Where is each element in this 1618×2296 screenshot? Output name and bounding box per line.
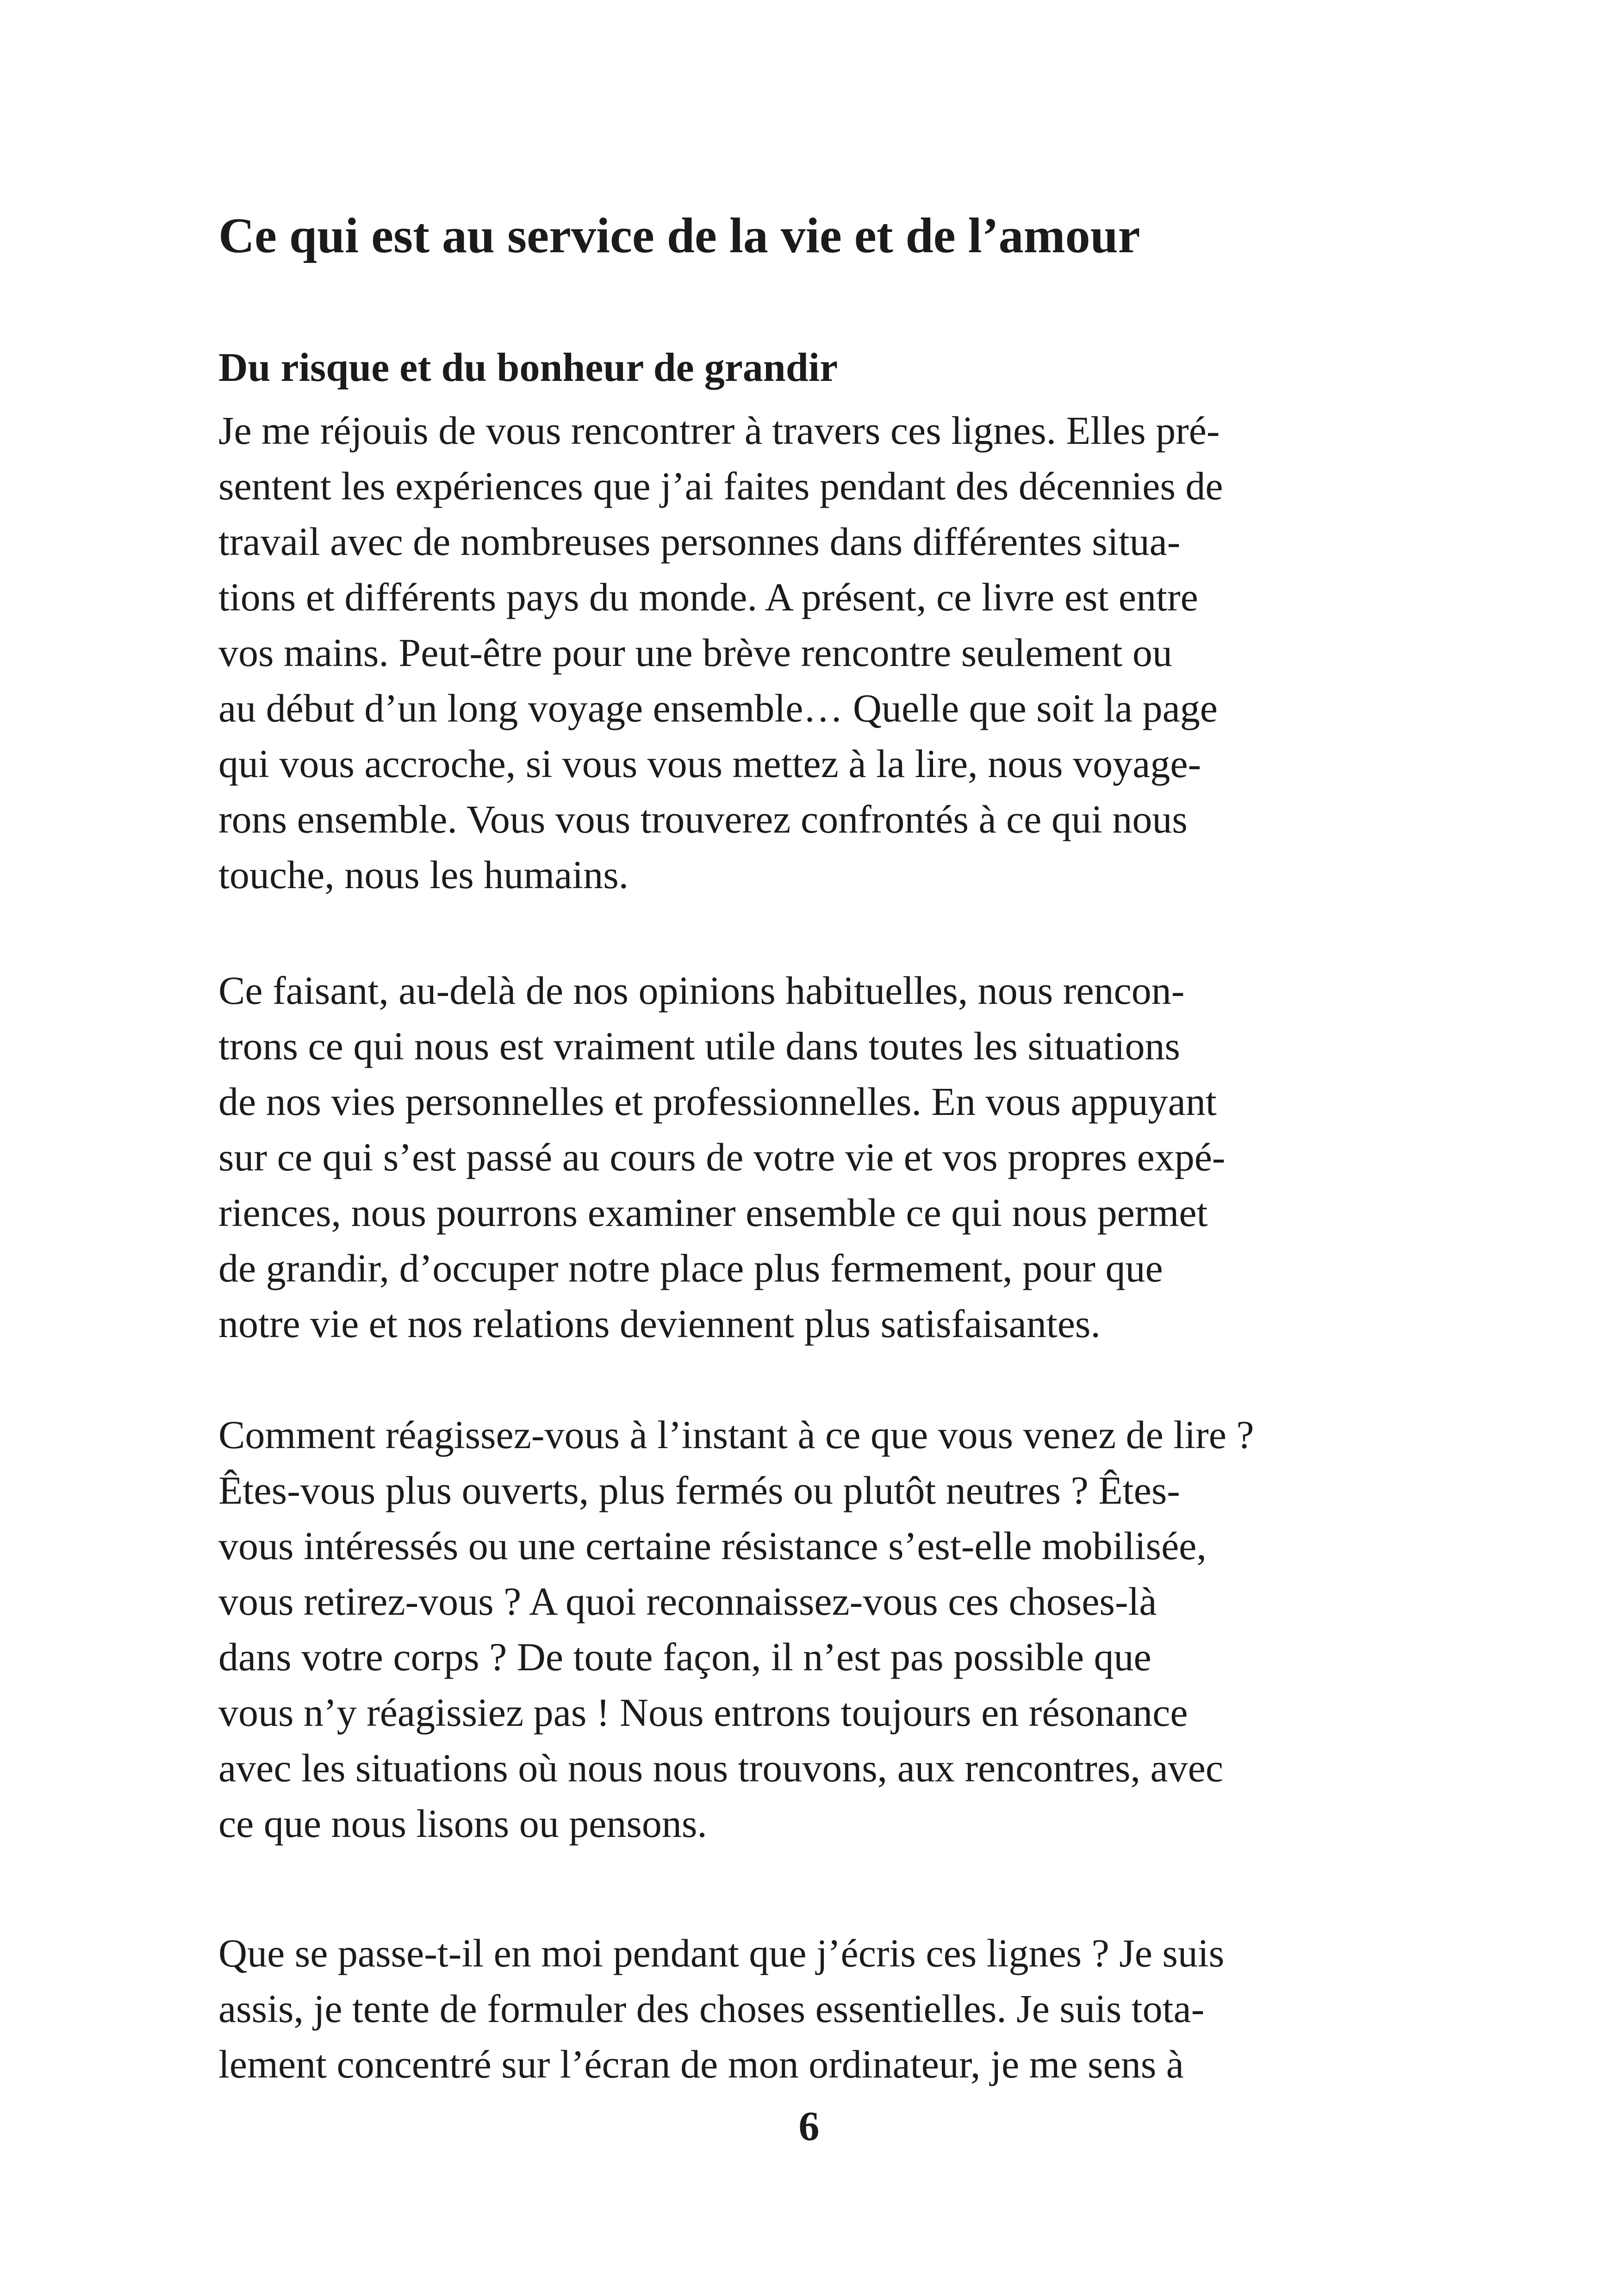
text-line: lement concentré sur l’écran de mon ordinateur, je me sens à	[218, 2042, 1184, 2086]
section-subtitle: Du risque et du bonheur de grandir	[218, 345, 838, 390]
text-line: vous retirez-vous ? A quoi reconnaissez-vous ces choses-là	[218, 1579, 1157, 1624]
text-line: travail avec de nombreuses personnes dans différentes situa-	[218, 519, 1181, 564]
text-line: ce que nous lisons ou pensons.	[218, 1801, 707, 1846]
text-line: assis, je tente de formuler des choses essentielles. Je suis tota-	[218, 1986, 1205, 2031]
text-line: au début d’un long voyage ensemble… Quelle que soit la page	[218, 686, 1218, 730]
text-line: tions et différents pays du monde. A présent, ce livre est entre	[218, 575, 1198, 619]
text-line: qui vous accroche, si vous vous mettez à la lire, nous voyage-	[218, 741, 1201, 786]
text-line: riences, nous pourrons examiner ensemble ce qui nous permet	[218, 1190, 1208, 1235]
text-line: sur ce qui s’est passé au cours de votre vie et vos propres expé-	[218, 1135, 1226, 1179]
text-line: rons ensemble. Vous vous trouverez confrontés à ce qui nous	[218, 797, 1188, 841]
text-line: Je me réjouis de vous rencontrer à travers ces lignes. Elles pré-	[218, 408, 1220, 453]
paragraph-2	[218, 963, 1403, 1351]
text-line: Comment réagissez-vous à l’instant à ce que vous venez de lire ?	[218, 1412, 1254, 1457]
page-title: Ce qui est au service de la vie et de l’amour	[218, 208, 1140, 263]
text-line: Que se passe-t-il en moi pendant que j’écris ces lignes ? Je suis	[218, 1931, 1225, 1975]
text-line: vous intéressés ou une certaine résistance s’est-elle mobilisée,	[218, 1524, 1207, 1568]
text-line: de grandir, d’occuper notre place plus fermement, pour que	[218, 1246, 1163, 1290]
text-line: Êtes-vous plus ouverts, plus fermés ou plutôt neutres ? Êtes-	[218, 1468, 1180, 1512]
paragraph-1	[218, 403, 1403, 902]
page-number: 6	[798, 2103, 820, 2149]
text-line: vous n’y réagissiez pas ! Nous entrons toujours en résonance	[218, 1690, 1188, 1735]
paragraph-3	[218, 1407, 1403, 1851]
text-line: dans votre corps ? De toute façon, il n’est pas possible que	[218, 1635, 1151, 1679]
text-line: Ce faisant, au-delà de nos opinions habituelles, nous rencon-	[218, 968, 1185, 1013]
text-line: touche, nous les humains.	[218, 852, 629, 897]
text-line: vos mains. Peut-être pour une brève rencontre seulement ou	[218, 630, 1172, 675]
text-line: trons ce qui nous est vraiment utile dans toutes les situations	[218, 1024, 1181, 1068]
text-line: notre vie et nos relations deviennent plus satisfaisantes.	[218, 1301, 1101, 1346]
text-line: avec les situations où nous nous trouvons, aux rencontres, avec	[218, 1746, 1223, 1790]
text-line: sentent les expériences que j’ai faites pendant des décennies de	[218, 464, 1223, 508]
paragraph-4	[218, 1925, 1403, 2092]
text-line: de nos vies personnelles et professionnelles. En vous appuyant	[218, 1079, 1217, 1124]
